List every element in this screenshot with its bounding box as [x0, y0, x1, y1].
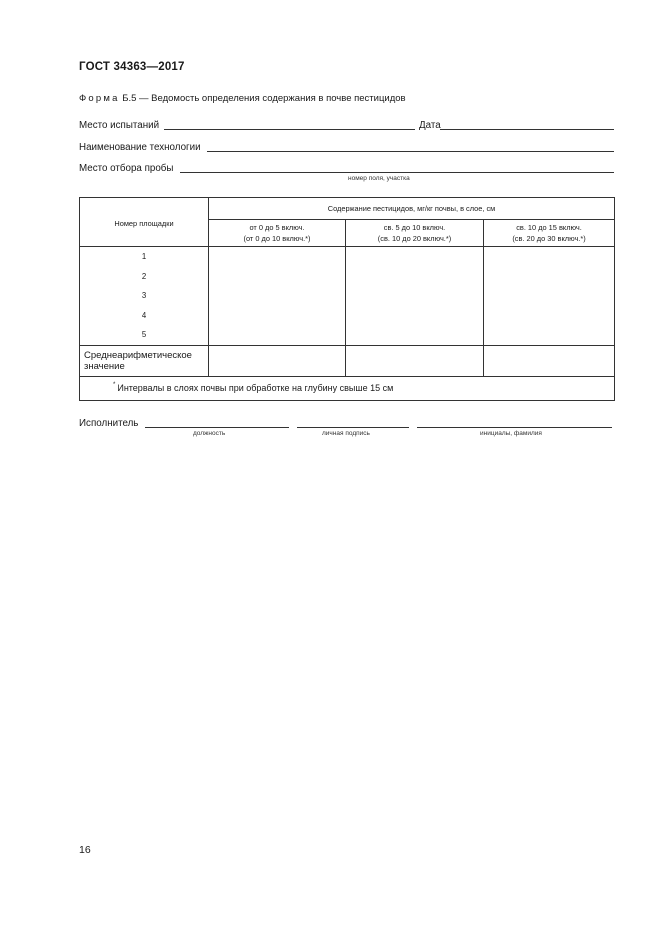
position-line[interactable]: [145, 427, 289, 428]
signature-hint: личная подпись: [322, 430, 370, 437]
layer-1-alt-range: (от 0 до 10 включ.*): [243, 234, 311, 243]
site-number: 1: [141, 252, 147, 261]
site-number: 4: [141, 310, 147, 320]
layer-3-range: св. 10 до 15 включ.: [516, 223, 582, 232]
technology-label: Наименование технологии: [79, 142, 201, 153]
layer-2-alt-range: (св. 10 до 20 включ.*): [377, 234, 452, 243]
test-place-line[interactable]: [164, 129, 415, 130]
layer-header-2: [346, 220, 484, 247]
layer-header-1: [209, 220, 346, 247]
name-line[interactable]: [417, 427, 612, 428]
site-number: 3: [141, 291, 147, 300]
form-title: [79, 93, 406, 104]
footnote-text: Интервалы в слоях почвы при обработке на глубину свыше 15 см: [117, 383, 394, 393]
signature-line[interactable]: [297, 427, 409, 428]
site-number: 2: [141, 271, 147, 281]
sampling-place-line[interactable]: [180, 172, 614, 173]
sampling-place-hint: номер поля, участка: [348, 175, 410, 182]
form-title-text: Б.5 — Ведомость определения содержания в почве пестицидов: [122, 93, 406, 104]
test-place-label: Место испытаний: [79, 120, 160, 131]
average-label: Среднеарифметическое значение: [80, 345, 209, 376]
layer-2-values-cell[interactable]: [346, 247, 484, 346]
executor-label: Исполнитель: [79, 418, 139, 429]
position-hint: должность: [193, 430, 226, 437]
standard-number: ГОСТ 34363—2017: [79, 61, 185, 73]
page-number: 16: [79, 844, 91, 856]
layer-1-average-cell[interactable]: [209, 345, 346, 376]
layer-3-alt-range: (св. 20 до 30 включ.*): [512, 234, 586, 243]
sampling-place-label: Место отбора пробы: [79, 163, 174, 174]
site-number: 5: [141, 330, 147, 339]
layer-2-range: св. 5 до 10 включ.: [383, 223, 446, 232]
pesticide-content-header: Содержание пестицидов, мг/кг почвы, в слое, см: [209, 198, 615, 220]
site-number-header: Номер площадки: [80, 198, 209, 247]
footnote-mark: *: [113, 382, 116, 388]
layer-3-average-cell[interactable]: [484, 345, 615, 376]
form-prefix: Форма: [79, 93, 120, 104]
layer-3-values-cell[interactable]: [484, 247, 615, 346]
layer-1-range: от 0 до 5 включ.: [249, 223, 305, 232]
site-numbers-cell: [80, 247, 209, 346]
layer-1-values-cell[interactable]: [209, 247, 346, 346]
layer-2-average-cell[interactable]: [346, 345, 484, 376]
technology-line[interactable]: [207, 151, 614, 152]
date-line[interactable]: [440, 129, 614, 130]
table-footnote: [80, 376, 615, 400]
results-table: [79, 197, 615, 401]
layer-header-3: [484, 220, 615, 247]
name-hint: инициалы, фамилия: [480, 430, 542, 437]
date-label: Дата: [419, 120, 441, 131]
